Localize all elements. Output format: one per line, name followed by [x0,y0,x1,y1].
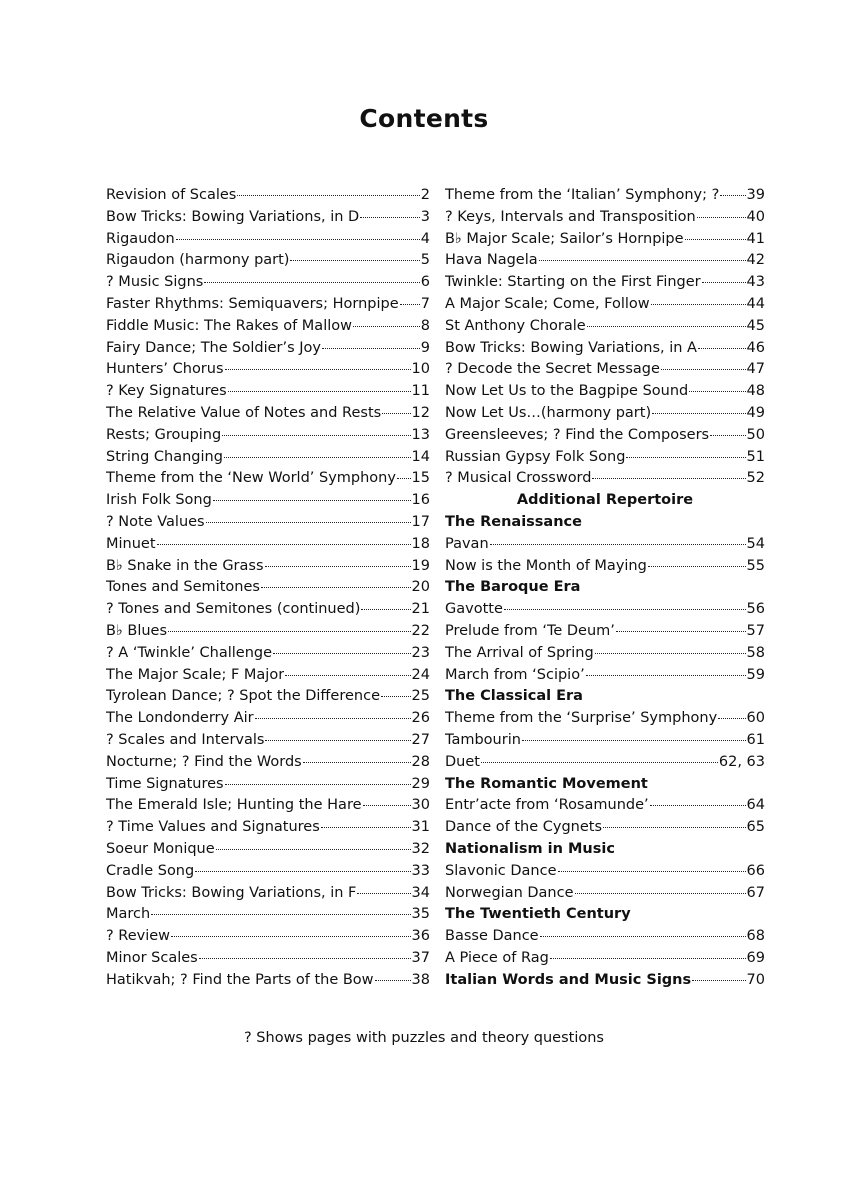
toc-entry [445,272,765,294]
dot-leader [381,695,411,697]
dot-leader [204,281,419,283]
toc-entry-page: 13 [411,426,430,443]
toc-entry [106,795,430,817]
toc-entry-title: Slavonic Dance [445,862,557,879]
dot-leader [626,456,745,458]
toc-entry [445,556,765,578]
toc-entry-page: 62, 63 [718,753,765,770]
dot-leader [375,979,411,981]
toc-entry [106,556,430,578]
toc-entry-page: 43 [746,274,765,291]
dot-leader [195,870,410,872]
toc-entry-page: 52 [746,470,765,487]
toc-entry-page: 42 [746,252,765,269]
footnote: ? Shows pages with puzzles and theory questions [244,1030,604,1046]
dot-leader [397,477,411,479]
toc-entry [106,599,430,621]
toc-entry [106,229,430,251]
toc-entry-page: 66 [746,862,765,879]
contents-column-left [106,185,430,991]
toc-entry-page: 45 [746,317,765,334]
dot-leader [225,783,411,785]
toc-entry-title: Time Signatures [106,775,224,792]
dot-leader [303,761,411,763]
dot-leader [603,826,746,828]
dot-leader [176,238,420,240]
dot-leader [540,935,746,937]
toc-entry-page: 24 [411,666,430,683]
toc-entry-title: Italian Words and Music Signs [445,971,692,988]
dot-leader [360,216,420,218]
toc-entry [106,730,430,752]
toc-entry [445,752,765,774]
toc-entry-page: 34 [411,884,430,901]
dot-leader [522,739,746,741]
toc-entry [106,294,430,316]
dot-leader [363,804,411,806]
dot-leader [206,521,411,523]
toc-entry [445,534,765,556]
section-heading-label: Additional Repertoire [516,492,694,509]
dot-leader [261,586,411,588]
section-heading [445,577,765,599]
dot-leader [225,368,411,370]
toc-entry-page: 70 [746,971,765,988]
toc-entry-title: Soeur Monique [106,840,215,857]
dot-leader [321,826,411,828]
toc-entry [445,643,765,665]
toc-entry-title: Bow Tricks: Bowing Variations, in D [106,208,360,225]
toc-entry-page: 35 [411,906,430,923]
toc-entry-title: ? Key Signatures [106,383,227,400]
toc-entry-page: 58 [746,644,765,661]
toc-entry-title: ? Decode the Secret Message [445,361,660,378]
toc-entry-title: Bow Tricks: Bowing Variations, in A [445,339,697,356]
toc-entry [445,381,765,403]
dot-leader [216,848,411,850]
dot-leader [357,892,410,894]
toc-entry-page: 48 [746,383,765,400]
dot-leader [382,412,410,414]
toc-entry-title: ? Note Values [106,513,205,530]
toc-entry-title: Rigaudon (harmony part) [106,252,290,269]
toc-entry-page: 26 [411,710,430,727]
page-title: Contents [359,104,489,133]
toc-entry-title: ? Music Signs [106,274,204,291]
dot-leader [168,630,411,632]
toc-entry [445,970,765,992]
toc-entry [445,708,765,730]
toc-entry [445,730,765,752]
toc-entry-page: 61 [746,731,765,748]
toc-entry-title: Tyrolean Dance; ? Spot the Difference [106,688,380,705]
toc-entry [445,665,765,687]
toc-entry-page: 67 [746,884,765,901]
dot-leader [151,913,410,915]
toc-entry-page: 39 [746,187,765,203]
toc-entry [445,795,765,817]
toc-entry-page: 21 [411,601,430,618]
dot-leader [595,652,746,654]
toc-entry-page: 16 [411,492,430,509]
dot-leader [157,543,411,545]
toc-entry-title: Tones and Semitones [106,579,260,596]
section-heading [445,774,765,796]
toc-entry-title: Bow Tricks: Bowing Variations, in F [106,884,357,901]
toc-entry-title: The Relative Value of Notes and Rests [106,404,382,421]
toc-entry-page: 38 [411,971,430,988]
toc-entry-title: Russian Gypsy Folk Song [445,448,626,465]
dot-leader [685,238,746,240]
toc-entry-page: 10 [411,361,430,378]
toc-entry-page: 18 [411,535,430,552]
toc-entry-title: String Changing [106,448,223,465]
toc-entry-page: 37 [411,949,430,966]
toc-entry-page: 32 [411,840,430,857]
toc-entry-page: 33 [411,862,430,879]
section-heading [445,490,765,512]
dot-leader [652,412,745,414]
toc-entry-page: 50 [746,426,765,443]
toc-entry [106,316,430,338]
toc-entry-title: Duet [445,753,480,770]
toc-entry-title: Pavan [445,535,489,552]
toc-entry [106,468,430,490]
toc-entry [445,403,765,425]
toc-entry-title: B♭ Major Scale; Sailor’s Hornpipe [445,230,684,247]
toc-entry [445,861,765,883]
dot-leader [273,652,411,654]
toc-entry [106,752,430,774]
toc-entry-page: 20 [411,579,430,596]
section-heading-label: The Twentieth Century [445,906,631,923]
toc-entry-page: 31 [411,819,430,836]
toc-entry-page: 19 [411,557,430,574]
toc-entry-title: Now Let Us to the Bagpipe Sound [445,383,689,400]
toc-entry-page: 46 [746,339,765,356]
toc-entry [106,250,430,272]
toc-entry-title: Rigaudon [106,230,175,247]
toc-entry-title: Theme from the ‘Italian’ Symphony; ? [445,187,720,203]
toc-entry-title: Hava Nagela [445,252,538,269]
dot-leader [224,456,411,458]
toc-entry [106,490,430,512]
toc-entry-page: 29 [411,775,430,792]
toc-entry [106,381,430,403]
toc-entry-title: Entr’acte from ‘Rosamunde’ [445,797,649,814]
toc-entry [445,316,765,338]
toc-entry-page: 41 [746,230,765,247]
toc-entry-title: Now Let Us…(harmony part) [445,404,652,421]
toc-entry-page: 65 [746,819,765,836]
toc-entry-page: 5 [420,252,430,269]
section-heading [445,686,765,708]
dot-leader [400,303,420,305]
toc-entry-title: Gavotte [445,601,503,618]
toc-entry [106,861,430,883]
toc-entry-title: A Piece of Rag [445,949,549,966]
toc-entry [106,926,430,948]
dot-leader [592,477,745,479]
toc-entry-page: 69 [746,949,765,966]
dot-leader [237,194,419,196]
toc-entry-title: ? Review [106,928,171,945]
dot-leader [586,674,746,676]
section-heading [445,904,765,926]
toc-entry [106,207,430,229]
dot-leader [228,390,411,392]
dot-leader [720,194,745,196]
dot-leader [587,325,746,327]
toc-entry-page: 40 [746,208,765,225]
dot-leader [322,347,420,349]
dot-leader [361,608,410,610]
toc-entry [106,970,430,992]
toc-entry [106,359,430,381]
dot-leader [710,434,745,436]
toc-entry-title: The Major Scale; F Major [106,666,285,683]
toc-entry [106,817,430,839]
dot-leader [265,739,410,741]
toc-entry-title: Faster Rhythms: Semiquavers; Hornpipe [106,295,399,312]
toc-entry-title: The Emerald Isle; Hunting the Hare [106,797,362,814]
toc-entry-title: Fiddle Music: The Rakes of Mallow [106,317,352,334]
toc-entry-page: 22 [411,622,430,639]
toc-entry-page: 9 [420,339,430,356]
dot-leader [481,761,718,763]
toc-entry-title: Hatikvah; ? Find the Parts of the Bow [106,971,374,988]
toc-entry-page: 68 [746,928,765,945]
toc-entry-title: Theme from the ‘Surprise’ Symphony [445,710,718,727]
dot-leader [558,870,746,872]
toc-entry-title: Tambourin [445,731,521,748]
toc-entry-page: 3 [420,208,430,225]
toc-entry [106,904,430,926]
toc-entry [445,599,765,621]
dot-leader [698,347,746,349]
dot-leader [504,608,746,610]
toc-entry-page: 60 [746,710,765,727]
toc-entry [106,425,430,447]
dot-leader [539,259,746,261]
section-heading-label: The Romantic Movement [445,775,648,792]
dot-leader [285,674,410,676]
toc-entry [106,447,430,469]
toc-entry-title: Now is the Month of Maying [445,557,647,574]
toc-entry-page: 59 [746,666,765,683]
toc-entry-page: 44 [746,295,765,312]
toc-entry-page: 36 [411,928,430,945]
toc-entry [106,338,430,360]
toc-entry [106,839,430,861]
dot-leader [697,216,746,218]
toc-entry-title: Rests; Grouping [106,426,222,443]
contents-column-right [445,185,765,991]
toc-entry-title: St Anthony Chorale [445,317,586,334]
toc-entry-title: ? Keys, Intervals and Transposition [445,208,696,225]
toc-entry-title: March [106,906,151,923]
dot-leader [171,935,411,937]
toc-entry [106,948,430,970]
toc-entry [445,447,765,469]
section-heading [445,839,765,861]
toc-entry-title: Fairy Dance; The Soldier’s Joy [106,339,322,356]
toc-entry-page: 28 [411,753,430,770]
toc-entry-title: Cradle Song [106,862,195,879]
section-heading [445,512,765,534]
toc-entry-title: A Major Scale; Come, Follow [445,295,650,312]
toc-entry-title: B♭ Snake in the Grass [106,557,264,574]
dot-leader [650,804,746,806]
toc-entry [106,272,430,294]
toc-entry [106,185,430,207]
toc-entry-title: Basse Dance [445,928,539,945]
toc-entry [445,425,765,447]
dot-leader [692,979,745,981]
toc-entry-page: 12 [411,404,430,421]
dot-leader [689,390,745,392]
toc-entry-page: 64 [746,797,765,814]
toc-entry-title: March from ‘Scipio’ [445,666,585,683]
toc-entry [106,534,430,556]
toc-entry-title: The Londonderry Air [106,710,254,727]
toc-entry [106,774,430,796]
section-heading-label: Nationalism in Music [445,840,615,857]
dot-leader [353,325,420,327]
toc-entry-page: 30 [411,797,430,814]
toc-entry-page: 55 [746,557,765,574]
section-heading-label: The Classical Era [445,688,583,705]
dot-leader [222,434,410,436]
toc-entry [445,948,765,970]
dot-leader [651,303,746,305]
toc-entry-title: Revision of Scales [106,187,237,203]
dot-leader [718,717,745,719]
toc-entry-page: 27 [411,731,430,748]
toc-entry-title: ? Time Values and Signatures [106,819,320,836]
toc-entry-page: 4 [420,230,430,247]
toc-entry-title: Minuet [106,535,156,552]
toc-entry-title: ? A ‘Twinkle’ Challenge [106,644,273,661]
toc-entry-page: 7 [420,295,430,312]
toc-entry [445,883,765,905]
toc-entry [106,708,430,730]
toc-entry-title: ? Musical Crossword [445,470,592,487]
toc-entry-title: Norwegian Dance [445,884,574,901]
toc-entry [445,294,765,316]
toc-entry-title: ? Tones and Semitones (continued) [106,601,361,618]
toc-entry [106,665,430,687]
toc-entry [445,359,765,381]
toc-entry [445,207,765,229]
toc-entry [445,926,765,948]
dot-leader [490,543,746,545]
dot-leader [575,892,746,894]
toc-entry [445,250,765,272]
dot-leader [199,957,411,959]
toc-entry-title: Greensleeves; ? Find the Composers [445,426,710,443]
toc-entry [106,512,430,534]
toc-entry-page: 8 [420,317,430,334]
dot-leader [265,565,411,567]
toc-entry [445,621,765,643]
toc-entry [106,403,430,425]
toc-entry-page: 56 [746,601,765,618]
toc-entry-page: 2 [420,187,430,203]
toc-entry [445,468,765,490]
toc-entry-title: Irish Folk Song [106,492,212,509]
toc-entry-title: Minor Scales [106,949,198,966]
toc-entry-page: 51 [746,448,765,465]
toc-entry [445,817,765,839]
toc-entry-title: B♭ Blues [106,622,168,639]
toc-entry-page: 23 [411,644,430,661]
toc-entry-title: ? Scales and Intervals [106,731,265,748]
dot-leader [661,368,746,370]
toc-entry-page: 54 [746,535,765,552]
toc-entry [445,185,765,207]
section-heading-label: The Renaissance [445,513,582,530]
toc-entry-page: 15 [411,470,430,487]
toc-entry-page: 11 [411,383,430,400]
toc-entry-title: The Arrival of Spring [445,644,594,661]
toc-entry [445,338,765,360]
toc-entry-page: 49 [746,404,765,421]
toc-entry-title: Twinkle: Starting on the First Finger [445,274,701,291]
toc-entry [106,883,430,905]
toc-entry-title: Hunters’ Chorus [106,361,224,378]
dot-leader [255,717,411,719]
dot-leader [550,957,746,959]
toc-entry [106,686,430,708]
toc-entry [106,643,430,665]
toc-entry-title: Theme from the ‘New World’ Symphony [106,470,396,487]
section-heading-label: The Baroque Era [445,579,581,596]
toc-entry-title: Dance of the Cygnets [445,819,602,836]
toc-entry-page: 47 [746,361,765,378]
toc-entry-page: 25 [411,688,430,705]
toc-entry-page: 6 [420,274,430,291]
dot-leader [648,565,746,567]
toc-entry-title: Nocturne; ? Find the Words [106,753,302,770]
dot-leader [290,259,419,261]
toc-entry [445,229,765,251]
toc-entry-page: 14 [411,448,430,465]
toc-entry [106,621,430,643]
dot-leader [702,281,746,283]
dot-leader [616,630,746,632]
toc-entry [106,577,430,599]
toc-entry-title: Prelude from ‘Te Deum’ [445,622,615,639]
toc-entry-page: 57 [746,622,765,639]
dot-leader [213,499,411,501]
toc-entry-page: 17 [411,513,430,530]
